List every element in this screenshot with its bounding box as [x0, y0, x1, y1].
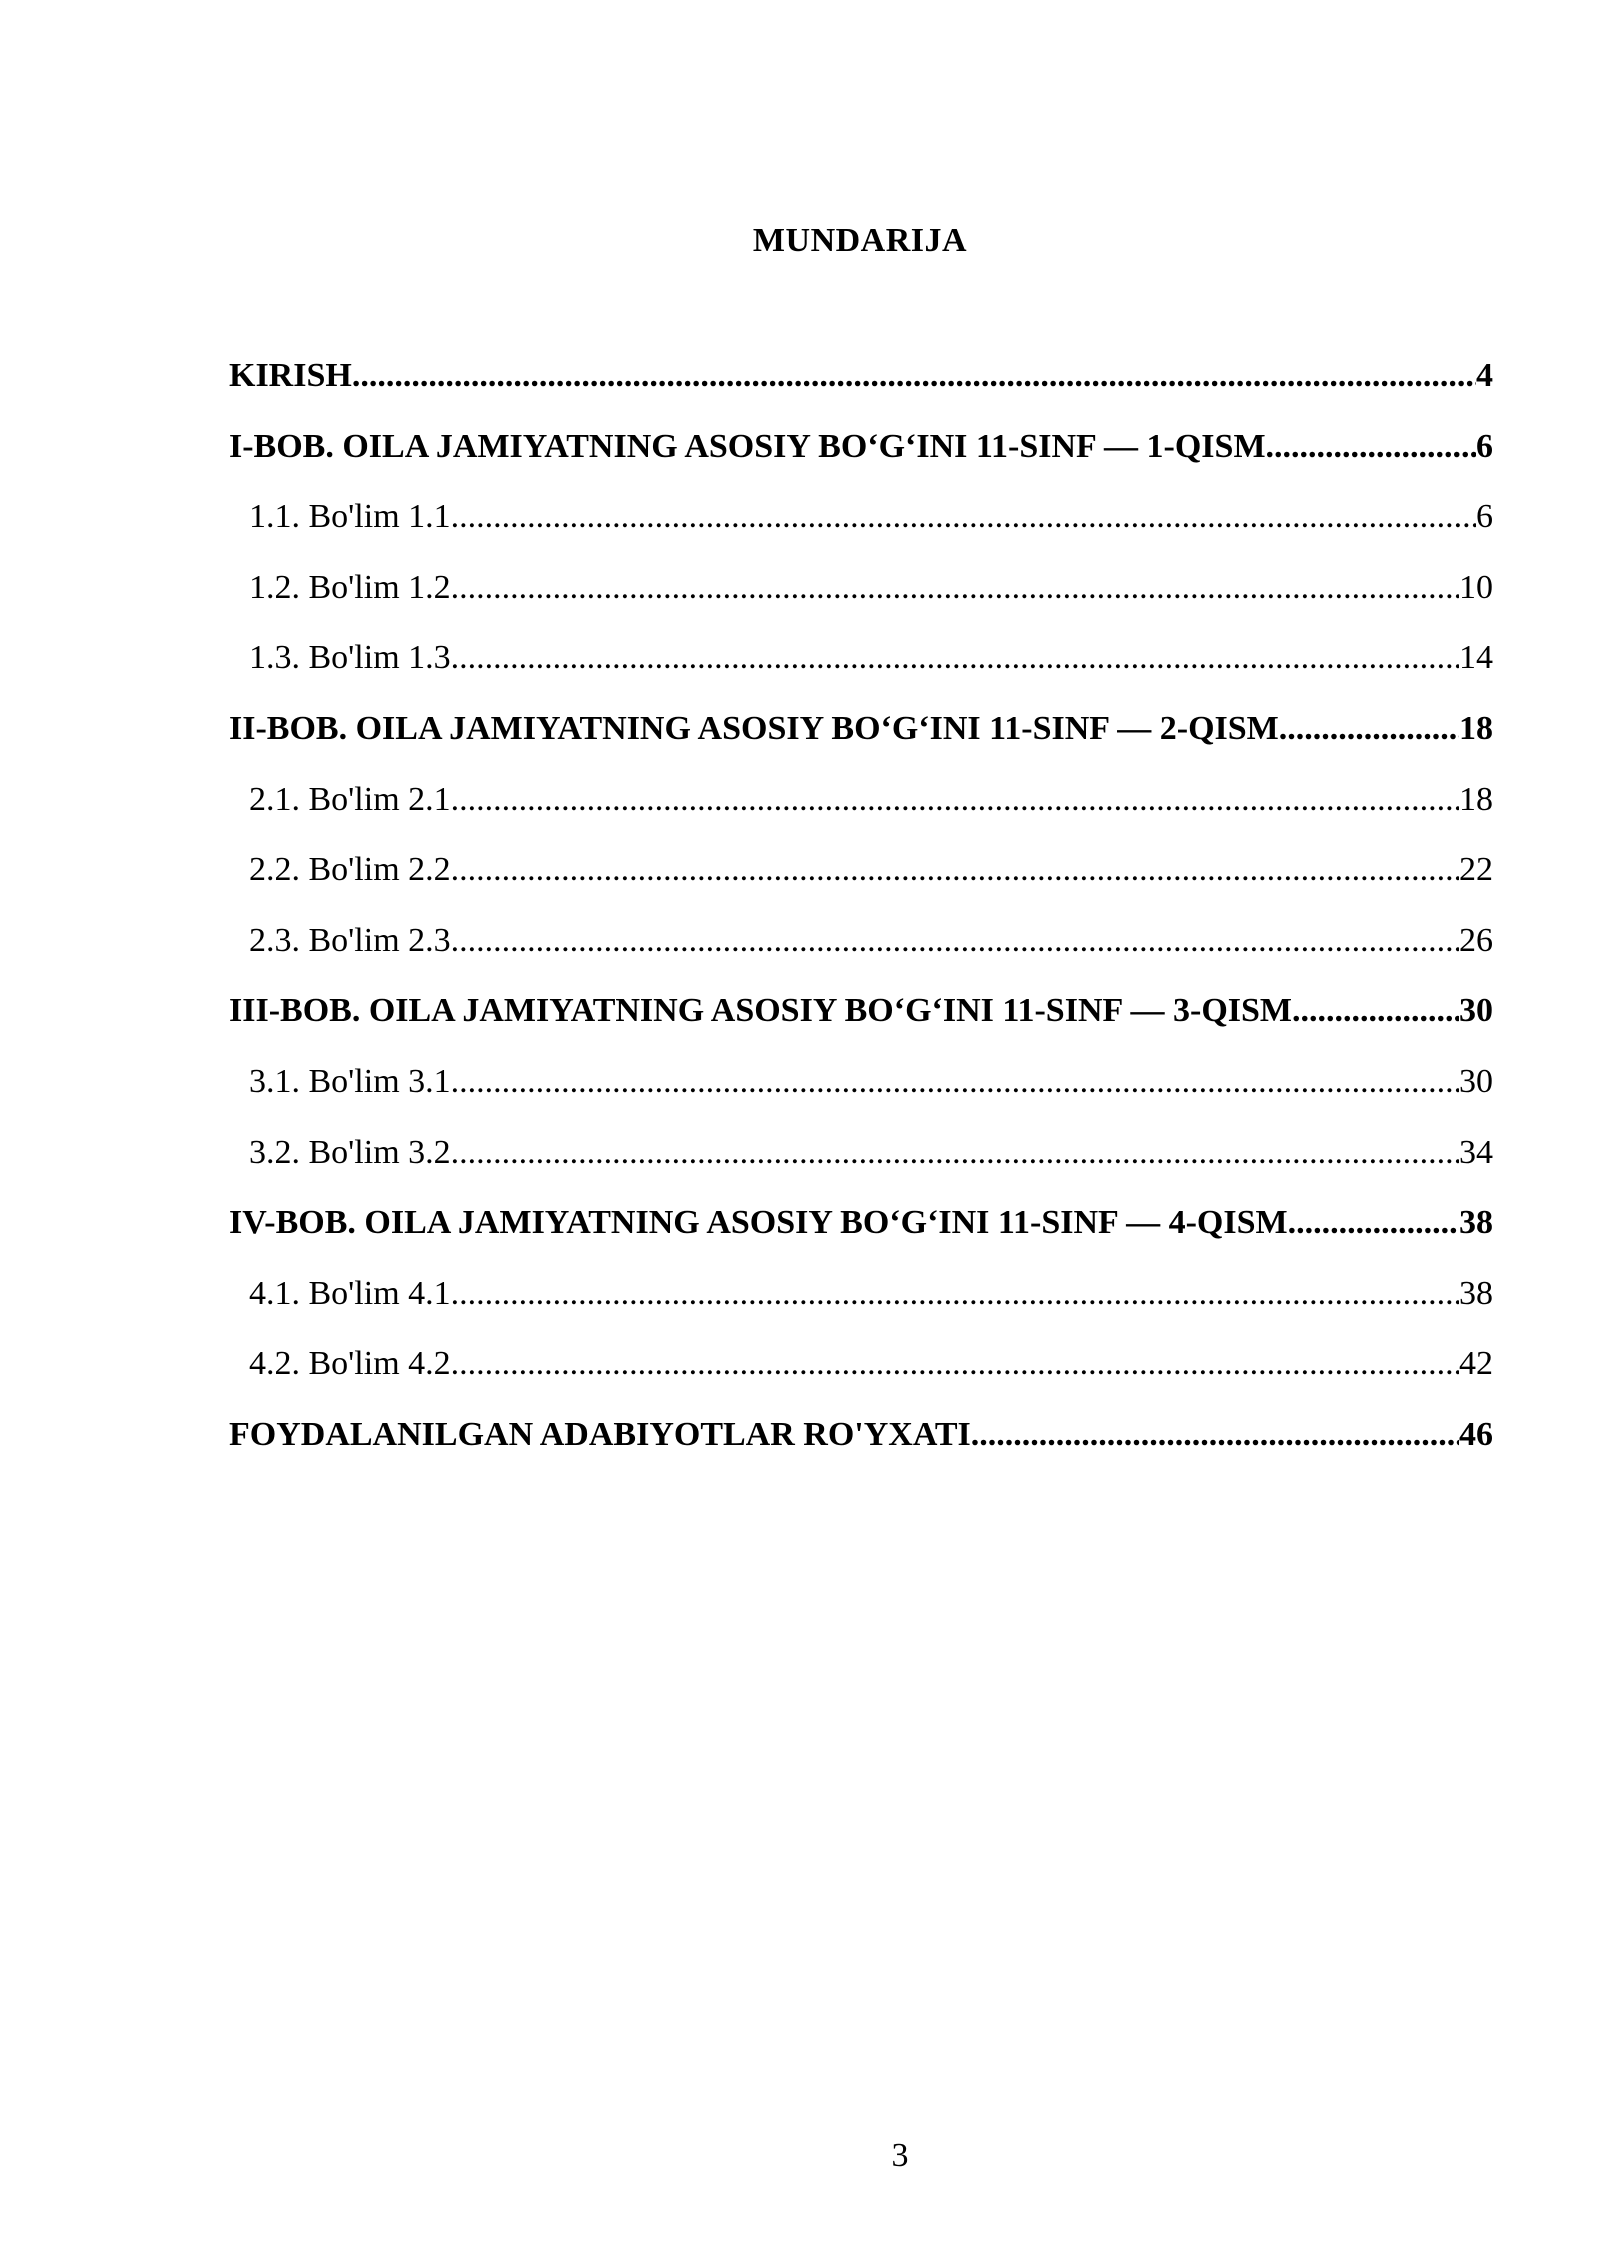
toc-entry-title: 1.1. Bo'lim 1.1 [249, 498, 451, 536]
table-of-contents [229, 350, 1493, 1480]
toc-entry-section-3-2[interactable] [229, 1127, 1493, 1198]
toc-entry-section-2-3[interactable] [229, 915, 1493, 986]
toc-dot-leader [352, 350, 1476, 402]
toc-entry-page: 22 [1459, 851, 1493, 889]
toc-dot-leader [1288, 1197, 1459, 1249]
toc-dot-leader [451, 774, 1459, 826]
toc-entry-page: 4 [1476, 357, 1493, 394]
toc-entry-bibliography[interactable] [229, 1409, 1493, 1480]
toc-dot-leader [971, 1409, 1459, 1461]
toc-entry-section-2-2[interactable] [229, 844, 1493, 915]
toc-entry-section-1-1[interactable] [229, 491, 1493, 562]
toc-entry-page: 34 [1459, 1133, 1493, 1171]
toc-entry-title: 2.3. Bo'lim 2.3 [249, 921, 451, 959]
toc-entry-title: 1.3. Bo'lim 1.3 [249, 639, 451, 677]
toc-entry-title: 2.1. Bo'lim 2.1 [249, 780, 451, 818]
toc-entry-page: 14 [1459, 639, 1493, 677]
toc-entry-section-2-1[interactable] [229, 774, 1493, 845]
toc-entry-title: KIRISH [229, 357, 352, 394]
toc-dot-leader [1266, 421, 1476, 473]
toc-entry-page: 18 [1459, 709, 1493, 747]
toc-dot-leader [451, 1056, 1459, 1108]
page-title: MUNDARIJA [752, 222, 968, 259]
toc-entry-page: 26 [1459, 921, 1493, 959]
toc-entry-section-1-2[interactable] [229, 562, 1493, 633]
toc-entry-title: IV-BOB. OILA JAMIYATNING ASOSIY BO‘G‘INI 11-SINF — 4-QISM [229, 1204, 1288, 1242]
toc-entry-title: 3.2. Bo'lim 3.2 [249, 1133, 451, 1171]
toc-dot-leader [451, 632, 1459, 684]
toc-entry-section-3-1[interactable] [229, 1056, 1493, 1127]
toc-entry-section-4-2[interactable] [229, 1338, 1493, 1409]
toc-dot-leader [451, 1268, 1459, 1320]
toc-dot-leader [451, 491, 1476, 543]
toc-entry-chapter-3[interactable] [229, 985, 1493, 1056]
toc-dot-leader [451, 915, 1459, 967]
toc-dot-leader [1301, 985, 1460, 1037]
toc-entry-page: 6 [1476, 427, 1493, 465]
toc-entry-page: 42 [1459, 1345, 1493, 1383]
toc-entry-page: 38 [1459, 1274, 1493, 1312]
toc-dot-leader [451, 1127, 1459, 1179]
toc-entry-title: II-BOB. OILA JAMIYATNING ASOSIY BO‘G‘INI 11-SINF — 2-QISM [229, 709, 1279, 747]
toc-entry-title: 1.2. Bo'lim 1.2 [249, 568, 451, 606]
toc-entry-section-4-1[interactable] [229, 1268, 1493, 1339]
toc-entry-page: 18 [1459, 780, 1493, 818]
toc-entry-page: 38 [1459, 1204, 1493, 1242]
toc-entry-page: 30 [1459, 992, 1493, 1030]
toc-entry-chapter-1[interactable] [229, 421, 1493, 492]
toc-entry-page: 30 [1459, 1062, 1493, 1100]
toc-entry-title: 4.1. Bo'lim 4.1 [249, 1274, 451, 1312]
toc-entry-title: FOYDALANILGAN ADABIYOTLAR RO'YXATI [229, 1415, 971, 1453]
page-number: 3 [891, 2137, 909, 2174]
toc-dot-leader [1279, 703, 1459, 755]
toc-entry-title: 2.2. Bo'lim 2.2 [249, 851, 451, 889]
toc-entry-chapter-2[interactable] [229, 703, 1493, 774]
toc-entry-page: 46 [1459, 1415, 1493, 1453]
toc-entry-page: 10 [1459, 568, 1493, 606]
toc-dot-leader [451, 1338, 1459, 1390]
toc-entry-title: 3.1. Bo'lim 3.1 [249, 1062, 451, 1100]
toc-entry-title: III-BOB. OILA JAMIYATNING ASOSIY BO‘G‘INI 11-SINF — 3-QISM. [229, 992, 1301, 1030]
toc-dot-leader [451, 844, 1459, 896]
toc-entry-section-1-3[interactable] [229, 632, 1493, 703]
toc-entry-title: 4.2. Bo'lim 4.2 [249, 1345, 451, 1383]
toc-entry-chapter-4[interactable] [229, 1197, 1493, 1268]
toc-entry-kirish[interactable] [229, 350, 1493, 421]
toc-entry-title: I-BOB. OILA JAMIYATNING ASOSIY BO‘G‘INI 11-SINF — 1-QISM [229, 427, 1266, 465]
toc-entry-page: 6 [1476, 498, 1493, 536]
toc-dot-leader [451, 562, 1459, 614]
